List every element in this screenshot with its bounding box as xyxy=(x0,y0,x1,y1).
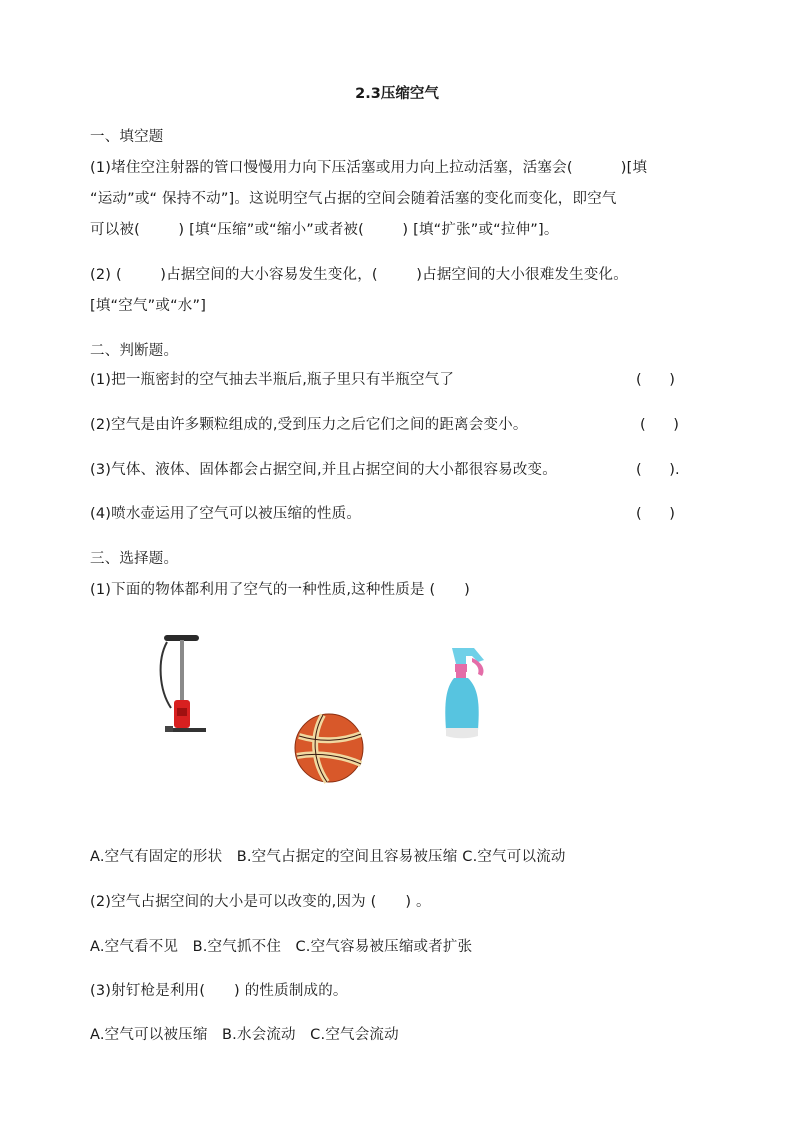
air-pump-icon xyxy=(155,630,215,740)
q2-line1: (2) ( )占据空间的大小容易发生变化，( )占据空间的大小很难发生变化。 xyxy=(90,267,628,283)
basketball-icon xyxy=(293,712,365,784)
tf-answer-2: ( ) xyxy=(640,417,679,433)
tf-item-3: (3)气体、液体、固体都会占据空间,并且占据空间的大小都很容易改变。 xyxy=(90,462,557,478)
section-heading-multiple-choice: 三、选择题。 xyxy=(90,551,179,567)
section-heading-fill-blank: 一、填空题 xyxy=(90,129,164,145)
mc-q3: (3)射钉枪是利用( ) 的性质制成的。 xyxy=(90,983,348,999)
mc-q1: (1)下面的物体都利用了空气的一种性质,这种性质是 ( ) xyxy=(90,582,471,598)
mc-q2-options: A.空气看不见 B.空气抓不住 C.空气容易被压缩或者扩张 xyxy=(90,939,473,955)
mc-q1-options: A.空气有固定的形状 B.空气占据定的空间且容易被压缩 C.空气可以流动 xyxy=(90,849,566,865)
tf-answer-3: ( ). xyxy=(636,462,680,478)
page-title: 2.3压缩空气 xyxy=(355,86,439,102)
q1-line2: “运动”或“ 保持不动”]。这说明空气占据的空间会随着活塞的变化而变化，即空气 xyxy=(90,191,617,207)
tf-answer-4: ( ) xyxy=(636,506,675,522)
q2-line2: [填“空气”或“水”] xyxy=(90,298,207,314)
section-heading-true-false: 二、判断题。 xyxy=(90,343,179,359)
tf-item-2: (2)空气是由许多颗粒组成的,受到压力之后它们之间的距离会变小。 xyxy=(90,417,528,433)
tf-item-4: (4)喷水壶运用了空气可以被压缩的性质。 xyxy=(90,506,362,522)
q1-line3: 可以被( ) [填“压缩”或“缩小”或者被( ) [填“扩张”或“拉伸”]。 xyxy=(90,222,559,238)
mc-q2: (2)空气占据空间的大小是可以改变的,因为 ( ) 。 xyxy=(90,894,431,910)
spray-bottle-icon xyxy=(438,640,498,740)
q1-line1: (1)堵住空注射器的管口慢慢用力向下压活塞或用力向上拉动活塞，活塞会( )[填 xyxy=(90,160,648,176)
tf-item-1: (1)把一瓶密封的空气抽去半瓶后,瓶子里只有半瓶空气了 xyxy=(90,372,455,388)
mc-q3-options: A.空气可以被压缩 B.水会流动 C.空气会流动 xyxy=(90,1027,399,1043)
tf-answer-1: ( ) xyxy=(636,372,675,388)
